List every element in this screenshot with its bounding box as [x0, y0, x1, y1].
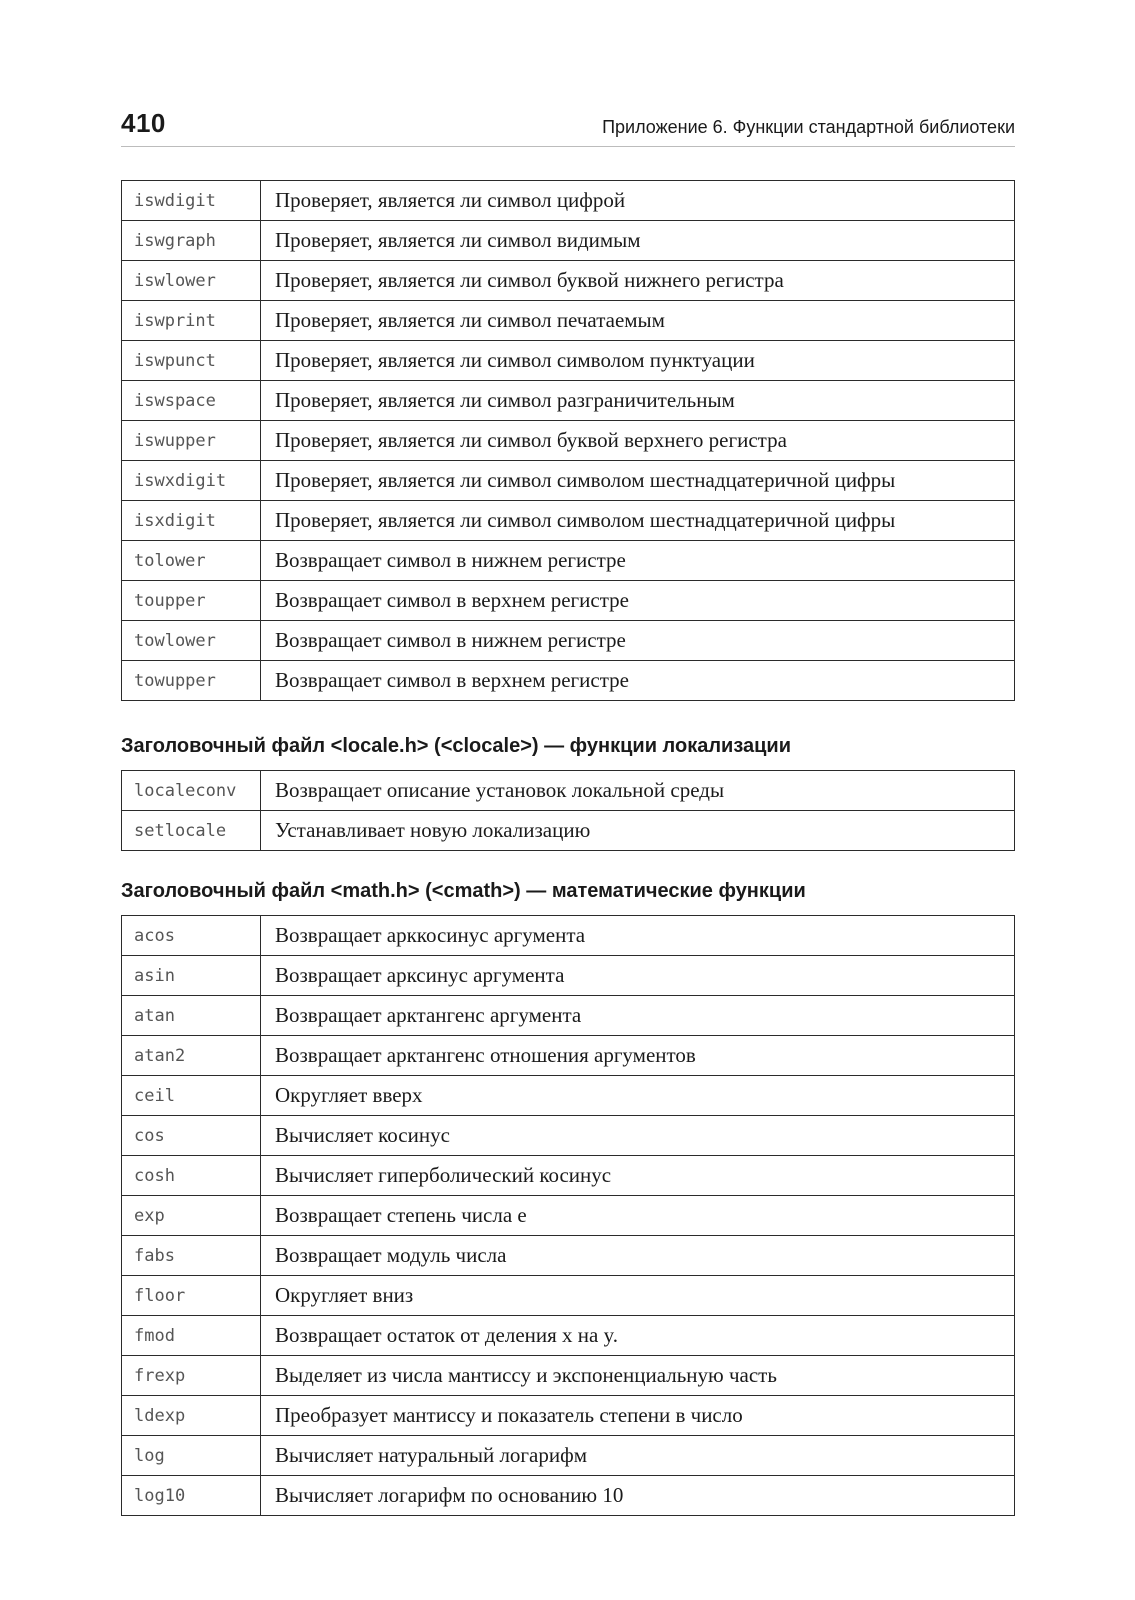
table-row [122, 301, 1015, 341]
table-row [122, 771, 1015, 811]
table-row [122, 811, 1015, 851]
function-name: toupper [122, 581, 261, 621]
function-name: iswspace [122, 381, 261, 421]
function-name: iswpunct [122, 341, 261, 381]
running-title: Приложение 6. Функции стандартной библиотеки [602, 117, 1015, 137]
function-description: Вычисляет косинус [261, 1116, 1015, 1156]
table-row [122, 1356, 1015, 1396]
function-description: Вычисляет гиперболический косинус [261, 1156, 1015, 1196]
table-row [122, 1476, 1015, 1516]
function-name: log [122, 1436, 261, 1476]
function-description: Проверяет, является ли символ видимым [261, 221, 1015, 261]
table-row [122, 916, 1015, 956]
function-description: Проверяет, является ли символ символом пунктуации [261, 341, 1015, 381]
function-name: asin [122, 956, 261, 996]
function-description: Устанавливает новую локализацию [261, 811, 1015, 851]
function-description: Возвращает описание установок локальной среды [261, 771, 1015, 811]
table-row [122, 1236, 1015, 1276]
function-description: Возвращает арккосинус аргумента [261, 916, 1015, 956]
function-description: Возвращает остаток от деления x на y. [261, 1316, 1015, 1356]
table-row [122, 341, 1015, 381]
table-row [122, 1316, 1015, 1356]
table-row [122, 996, 1015, 1036]
function-description: Возвращает арктангенс аргумента [261, 996, 1015, 1036]
function-name: iswupper [122, 421, 261, 461]
function-name: ceil [122, 1076, 261, 1116]
function-name: cosh [122, 1156, 261, 1196]
function-name: iswdigit [122, 181, 261, 221]
table-row [122, 1276, 1015, 1316]
math-section-heading: Заголовочный файл <math.h> (<cmath>) — математические функции [121, 880, 806, 902]
function-name: fabs [122, 1236, 261, 1276]
function-name: frexp [122, 1356, 261, 1396]
table-row [122, 501, 1015, 541]
function-description: Возвращает символ в нижнем регистре [261, 621, 1015, 661]
table-row [122, 421, 1015, 461]
function-description: Возвращает арксинус аргумента [261, 956, 1015, 996]
function-description: Округляет вверх [261, 1076, 1015, 1116]
function-name: atan [122, 996, 261, 1036]
function-description: Проверяет, является ли символ разграничительным [261, 381, 1015, 421]
function-description: Вычисляет логарифм по основанию 10 [261, 1476, 1015, 1516]
function-name: iswprint [122, 301, 261, 341]
function-name: towlower [122, 621, 261, 661]
page-number: 410 [121, 108, 166, 138]
function-name: log10 [122, 1476, 261, 1516]
function-name: setlocale [122, 811, 261, 851]
function-description: Проверяет, является ли символ буквой нижнего регистра [261, 261, 1015, 301]
table-row [122, 1396, 1015, 1436]
function-description: Возвращает символ в верхнем регистре [261, 581, 1015, 621]
locale-functions-table [121, 770, 1015, 851]
locale-table-body [122, 771, 1015, 851]
table-row [122, 221, 1015, 261]
function-description: Проверяет, является ли символ печатаемым [261, 301, 1015, 341]
function-name: isxdigit [122, 501, 261, 541]
table-row [122, 661, 1015, 701]
table-row [122, 181, 1015, 221]
table-row [122, 956, 1015, 996]
function-name: exp [122, 1196, 261, 1236]
function-name: towupper [122, 661, 261, 701]
function-name: fmod [122, 1316, 261, 1356]
function-description: Возвращает арктангенс отношения аргументов [261, 1036, 1015, 1076]
locale-section-heading: Заголовочный файл <locale.h> (<clocale>) — функции локализации [121, 735, 792, 757]
function-description: Проверяет, является ли символ символом шестнадцатеричной цифры [261, 501, 1015, 541]
table-row [122, 461, 1015, 501]
table-row [122, 1156, 1015, 1196]
table-row [122, 381, 1015, 421]
function-description: Проверяет, является ли символ цифрой [261, 181, 1015, 221]
function-description: Вычисляет натуральный логарифм [261, 1436, 1015, 1476]
function-description: Проверяет, является ли символ символом шестнадцатеричной цифры [261, 461, 1015, 501]
table-row [122, 1076, 1015, 1116]
function-description: Возвращает степень числа e [261, 1196, 1015, 1236]
function-name: tolower [122, 541, 261, 581]
table-row [122, 1116, 1015, 1156]
ctype-table-body [122, 181, 1015, 701]
function-name: iswgraph [122, 221, 261, 261]
function-description: Возвращает модуль числа [261, 1236, 1015, 1276]
table-row [122, 541, 1015, 581]
function-name: atan2 [122, 1036, 261, 1076]
function-name: acos [122, 916, 261, 956]
function-description: Преобразует мантиссу и показатель степени в число [261, 1396, 1015, 1436]
function-description: Возвращает символ в нижнем регистре [261, 541, 1015, 581]
function-name: cos [122, 1116, 261, 1156]
function-name: iswxdigit [122, 461, 261, 501]
function-name: iswlower [122, 261, 261, 301]
header-divider [121, 146, 1015, 147]
function-description: Округляет вниз [261, 1276, 1015, 1316]
function-name: localeconv [122, 771, 261, 811]
table-row [122, 621, 1015, 661]
table-row [122, 1196, 1015, 1236]
function-description: Возвращает символ в верхнем регистре [261, 661, 1015, 701]
function-description: Проверяет, является ли символ буквой верхнего регистра [261, 421, 1015, 461]
table-row [122, 261, 1015, 301]
function-name: floor [122, 1276, 261, 1316]
table-row [122, 1036, 1015, 1076]
function-description: Выделяет из числа мантиссу и экспоненциальную часть [261, 1356, 1015, 1396]
math-table-body [122, 916, 1015, 1516]
function-name: ldexp [122, 1396, 261, 1436]
table-row [122, 1436, 1015, 1476]
ctype-functions-table [121, 180, 1015, 701]
table-row [122, 581, 1015, 621]
math-functions-table [121, 915, 1015, 1516]
